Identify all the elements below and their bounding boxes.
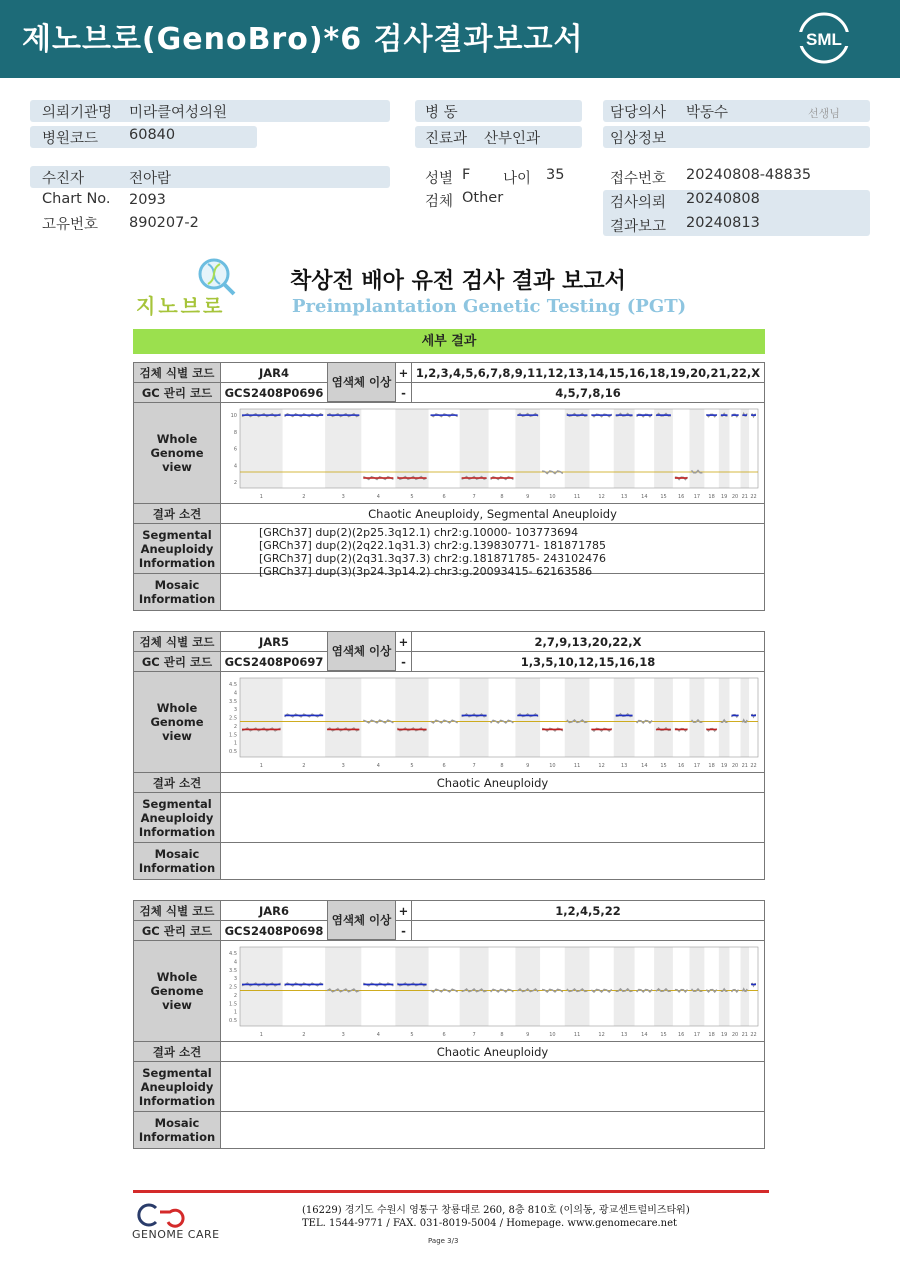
gc-code-row [134, 921, 764, 941]
genome-plot [222, 405, 762, 502]
chromosome-tick-label: 7 [472, 1032, 476, 1038]
y-tick-label: 4 [233, 690, 237, 697]
chromosome-tick-label: 6 [442, 1032, 446, 1038]
loss-chromosomes: 4,5,7,8,16 [555, 385, 621, 400]
receipt-value: 20240808-48835 [686, 167, 812, 183]
id-label: 고유번호 [42, 217, 99, 233]
chromosome-tick-label: 5 [410, 1032, 414, 1038]
header-bar [0, 0, 900, 78]
report-date-label: 결과보고 [610, 219, 667, 235]
segmental-row [134, 1062, 764, 1112]
y-tick-label: 4.5 [229, 951, 237, 957]
finding-value: Chaotic Aneuploidy [436, 1044, 549, 1059]
genome-care-icon [130, 1202, 190, 1228]
chromosome-tick-label: 21 [741, 494, 748, 500]
chromosome-tick-label: 2 [302, 1032, 306, 1038]
mosaic-label: Mosaic Information [134, 574, 221, 610]
genome-care-logo [130, 1202, 230, 1242]
sample-table [133, 631, 765, 880]
sample-id-row [134, 901, 764, 921]
chromosome-tick-label: 20 [731, 1032, 739, 1038]
chromosome-tick-label: 15 [660, 494, 667, 500]
chromosome-tick-label: 5 [410, 763, 414, 769]
sex-label: 성별 [425, 171, 454, 187]
gain-chromosomes: 1,2,3,4,5,6,7,8,9,11,12,13,14,15,16,18,19,20,21,22,X [415, 365, 761, 380]
whole-genome-label: Whole Genome view [134, 403, 221, 503]
report-date-value: 20240813 [686, 215, 760, 231]
specimen-value: Other [462, 190, 504, 206]
chart-value: 2093 [129, 192, 166, 208]
chromosome-tick-label: 14 [641, 494, 648, 500]
finding-label: 결과 소견 [134, 773, 221, 792]
whole-genome-row [134, 672, 764, 773]
page-title: 제노브로(GenoBro)*6 검사결과보고서 [22, 22, 584, 57]
chromosome-tick-label: 3 [341, 1032, 345, 1038]
sample-id-value: JAR6 [221, 901, 328, 920]
patient-name: 전아람 [129, 171, 172, 187]
finding-row [134, 773, 764, 793]
y-tick-label: 8 [233, 429, 237, 436]
chromosome-tick-label: 21 [741, 763, 748, 769]
whole-genome-label: Whole Genome view [134, 672, 221, 772]
hospital-code-value: 60840 [129, 127, 176, 143]
ward-label: 병 동 [425, 105, 458, 121]
mosaic-value [221, 1112, 764, 1148]
chromosome-tick-label: 8 [500, 494, 504, 500]
sample-table [133, 362, 765, 611]
mosaic-row [134, 1112, 764, 1148]
mosaic-row [134, 574, 764, 610]
report-title: 착상전 배아 유전 검사 결과 보고서 [290, 269, 626, 294]
chromosome-tick-label: 16 [677, 763, 685, 769]
sml-logo-icon [796, 12, 852, 64]
gain-chromosomes: 2,7,9,13,20,22,X [534, 634, 642, 649]
mosaic-row [134, 843, 764, 879]
chromosome-tick-label: 15 [660, 763, 667, 769]
sample-id-row [134, 632, 764, 652]
gc-code-value: GCS2408P0697 [221, 652, 328, 671]
chromosome-tick-label: 10 [549, 494, 556, 500]
abnormal-label: 염색체 이상 [328, 632, 396, 671]
doctor-label: 담당의사 [610, 105, 667, 121]
chromosome-tick-label: 18 [708, 1032, 715, 1038]
chromosome-tick-label: 14 [641, 763, 648, 769]
loss-sign: - [396, 652, 412, 671]
segmental-item: [GRCh37] dup(3)(3p24.3p14.2) chr3:g.20093415- 62163586 [259, 565, 593, 578]
mosaic-label: Mosaic Information [134, 1112, 221, 1148]
loss-chromosomes: 1,3,5,10,12,15,16,18 [520, 654, 656, 669]
y-tick-label: 4 [233, 959, 237, 966]
loss-sign: - [396, 921, 412, 940]
y-tick-label: 0.5 [229, 1018, 237, 1024]
loss-chromosomes [412, 921, 764, 940]
chromosome-tick-label: 22 [750, 763, 757, 769]
chromosome-tick-label: 9 [526, 1032, 530, 1038]
chart-label: Chart No. [42, 191, 111, 207]
y-tick-label: 4 [233, 463, 237, 470]
clinical-label: 임상정보 [610, 131, 667, 147]
chromosome-tick-label: 20 [731, 494, 739, 500]
chromosome-tick-label: 19 [720, 763, 728, 769]
y-tick-label: 0.5 [229, 749, 237, 755]
y-tick-label: 3.5 [229, 967, 237, 974]
age-value: 35 [546, 167, 565, 183]
chromosome-tick-label: 2 [302, 494, 306, 500]
svg-text:SML: SML [806, 30, 842, 49]
abnormal-label: 염색체 이상 [328, 363, 396, 402]
finding-label: 결과 소견 [134, 504, 221, 523]
chromosome-tick-label: 19 [720, 1032, 728, 1038]
chromosome-tick-label: 8 [500, 1032, 504, 1038]
chromosome-tick-label: 4 [376, 494, 380, 500]
y-tick-label: 3 [233, 707, 237, 714]
y-tick-label: 1 [233, 740, 237, 747]
segmental-list [259, 526, 606, 578]
chromosome-tick-label: 21 [741, 1032, 748, 1038]
gc-code-label: GC 관리 코드 [134, 921, 221, 940]
mosaic-value [221, 574, 764, 610]
chromosome-tick-label: 17 [693, 763, 701, 769]
segmental-label: Segmental Aneuploidy Information [134, 524, 221, 573]
chromosome-tick-label: 11 [573, 1032, 581, 1038]
chromosome-tick-label: 9 [526, 763, 530, 769]
company-name: GENOME CARE [132, 1228, 220, 1241]
patient-label: 수진자 [42, 171, 85, 187]
y-tick-label: 6 [233, 446, 237, 453]
y-tick-label: 2 [233, 723, 237, 730]
chromosome-tick-label: 1 [259, 1032, 263, 1038]
whole-genome-row [134, 403, 764, 504]
mosaic-value [221, 843, 764, 879]
hospital-code-label: 병원코드 [42, 131, 99, 147]
doctor-value: 박동수 [686, 105, 729, 121]
genome-plot-svg [222, 674, 762, 771]
loss-sign: - [396, 383, 412, 402]
y-tick-label: 1.5 [229, 1001, 237, 1008]
request-date-label: 검사의뢰 [610, 195, 667, 211]
genome-plot-svg [222, 943, 762, 1040]
chromosome-tick-label: 5 [410, 494, 414, 500]
finding-row [134, 1042, 764, 1062]
segmental-item: [GRCh37] dup(2)(2q31.3q37.3) chr2:g.181871785- 243102476 [259, 552, 607, 565]
chromosome-tick-label: 19 [720, 494, 728, 500]
segmental-label: Segmental Aneuploidy Information [134, 793, 221, 842]
sample-id-label: 검체 식별 코드 [134, 901, 221, 920]
y-tick-label: 4.5 [229, 682, 237, 688]
y-tick-label: 1.5 [229, 732, 237, 739]
genome-plot-svg [222, 405, 762, 502]
whole-genome-label: Whole Genome view [134, 941, 221, 1041]
chromosome-tick-label: 13 [620, 763, 628, 769]
chromosome-tick-label: 4 [376, 763, 380, 769]
chromosome-tick-label: 4 [376, 1032, 380, 1038]
footer-contact: TEL. 1544-9771 / FAX. 031-8019-5004 / Homepage. www.genomecare.net [302, 1218, 678, 1229]
age-label: 나이 [503, 171, 532, 187]
footer-address-block [302, 1204, 690, 1230]
y-tick-label: 2.5 [229, 984, 237, 991]
gc-code-value: GCS2408P0698 [221, 921, 328, 940]
mosaic-label: Mosaic Information [134, 843, 221, 879]
chromosome-tick-label: 8 [500, 763, 504, 769]
gain-sign: + [396, 901, 412, 920]
y-tick-label: 10 [230, 413, 237, 419]
sample-id-label: 검체 식별 코드 [134, 363, 221, 382]
dept-value: 산부인과 [484, 131, 541, 147]
chromosome-tick-label: 22 [750, 1032, 757, 1038]
brand-text: 지노브로 [136, 294, 226, 318]
gain-sign: + [396, 363, 412, 382]
chromosome-tick-label: 22 [750, 494, 757, 500]
y-tick-label: 2 [233, 992, 237, 999]
y-tick-label: 2.5 [229, 715, 237, 722]
specimen-label: 검체 [425, 194, 454, 210]
request-org-label: 의뢰기관명 [42, 105, 113, 121]
y-tick-label: 2 [233, 480, 237, 486]
y-tick-label: 3.5 [229, 698, 237, 705]
genome-plot [222, 674, 762, 771]
chromosome-tick-label: 20 [731, 763, 739, 769]
chromosome-tick-label: 12 [598, 1032, 605, 1038]
finding-value: Chaotic Aneuploidy, Segmental Aneuploidy [368, 506, 617, 521]
y-tick-label: 3 [233, 976, 237, 983]
finding-row [134, 504, 764, 524]
segmental-row [134, 524, 764, 578]
chromosome-tick-label: 6 [442, 494, 446, 500]
sample-table [133, 900, 765, 1149]
chromosome-tick-label: 14 [641, 1032, 648, 1038]
chromosome-tick-label: 11 [573, 763, 581, 769]
segmental-row [134, 793, 764, 843]
genobro-logo [134, 256, 254, 320]
segmental-label: Segmental Aneuploidy Information [134, 1062, 221, 1111]
gc-code-label: GC 관리 코드 [134, 652, 221, 671]
chromosome-tick-label: 1 [259, 763, 263, 769]
gc-code-row [134, 652, 764, 672]
chromosome-tick-label: 7 [472, 763, 476, 769]
chromosome-tick-label: 16 [677, 494, 685, 500]
sample-id-value: JAR5 [221, 632, 328, 651]
sex-value: F [462, 167, 471, 183]
genome-plot [222, 943, 762, 1040]
chromosome-tick-label: 17 [693, 1032, 701, 1038]
request-date-value: 20240808 [686, 191, 760, 207]
segmental-item: [GRCh37] dup(2)(2p25.3q12.1) chr2:g.10000- 103773694 [259, 526, 579, 539]
chromosome-tick-label: 15 [660, 1032, 667, 1038]
chromosome-tick-label: 13 [620, 494, 628, 500]
chromosome-tick-label: 12 [598, 763, 605, 769]
segmental-item: [GRCh37] dup(2)(2q22.1q31.3) chr2:g.139830771- 181871785 [259, 539, 607, 552]
chromosome-tick-label: 3 [341, 494, 345, 500]
chromosome-tick-label: 17 [693, 494, 701, 500]
doctor-suffix: 선생님 [808, 107, 840, 120]
sample-id-value: JAR4 [221, 363, 328, 382]
gain-chromosomes: 1,2,4,5,22 [555, 903, 621, 918]
detail-result-bar: 세부 결과 [133, 329, 765, 354]
gain-sign: + [396, 632, 412, 651]
finding-label: 결과 소견 [134, 1042, 221, 1061]
gc-code-value: GCS2408P0696 [221, 383, 328, 402]
finding-value: Chaotic Aneuploidy [436, 775, 549, 790]
chromosome-tick-label: 16 [677, 1032, 685, 1038]
chromosome-tick-label: 7 [472, 494, 476, 500]
sample-id-label: 검체 식별 코드 [134, 632, 221, 651]
chromosome-tick-label: 18 [708, 494, 715, 500]
report-subtitle: Preimplantation Genetic Testing (PGT) [292, 296, 687, 317]
page-number: Page 3/3 [428, 1237, 459, 1245]
chromosome-tick-label: 1 [259, 494, 263, 500]
chromosome-tick-label: 10 [549, 1032, 556, 1038]
abnormal-label: 염색체 이상 [328, 901, 396, 940]
chromosome-tick-label: 10 [549, 763, 556, 769]
chromosome-tick-label: 9 [526, 494, 530, 500]
chromosome-tick-label: 12 [598, 494, 605, 500]
y-tick-label: 1 [233, 1009, 237, 1016]
genobro-brand [136, 290, 225, 319]
dept-label: 진료과 [425, 131, 468, 147]
gc-code-row [134, 383, 764, 403]
chromosome-tick-label: 3 [341, 763, 345, 769]
receipt-label: 접수번호 [610, 171, 667, 187]
chromosome-tick-label: 13 [620, 1032, 628, 1038]
sample-id-row [134, 363, 764, 383]
footer-address: (16229) 경기도 수원시 영통구 창룡대로 260, 8층 810호 (이의동, 광교센트럴비즈타워) [302, 1205, 690, 1216]
footer-divider [133, 1190, 769, 1193]
request-org-value: 미라클여성의원 [129, 105, 228, 121]
id-value: 890207-2 [129, 215, 199, 231]
chromosome-tick-label: 2 [302, 763, 306, 769]
chromosome-tick-label: 18 [708, 763, 715, 769]
chromosome-tick-label: 6 [442, 763, 446, 769]
chromosome-tick-label: 11 [573, 494, 581, 500]
gc-code-label: GC 관리 코드 [134, 383, 221, 402]
whole-genome-row [134, 941, 764, 1042]
